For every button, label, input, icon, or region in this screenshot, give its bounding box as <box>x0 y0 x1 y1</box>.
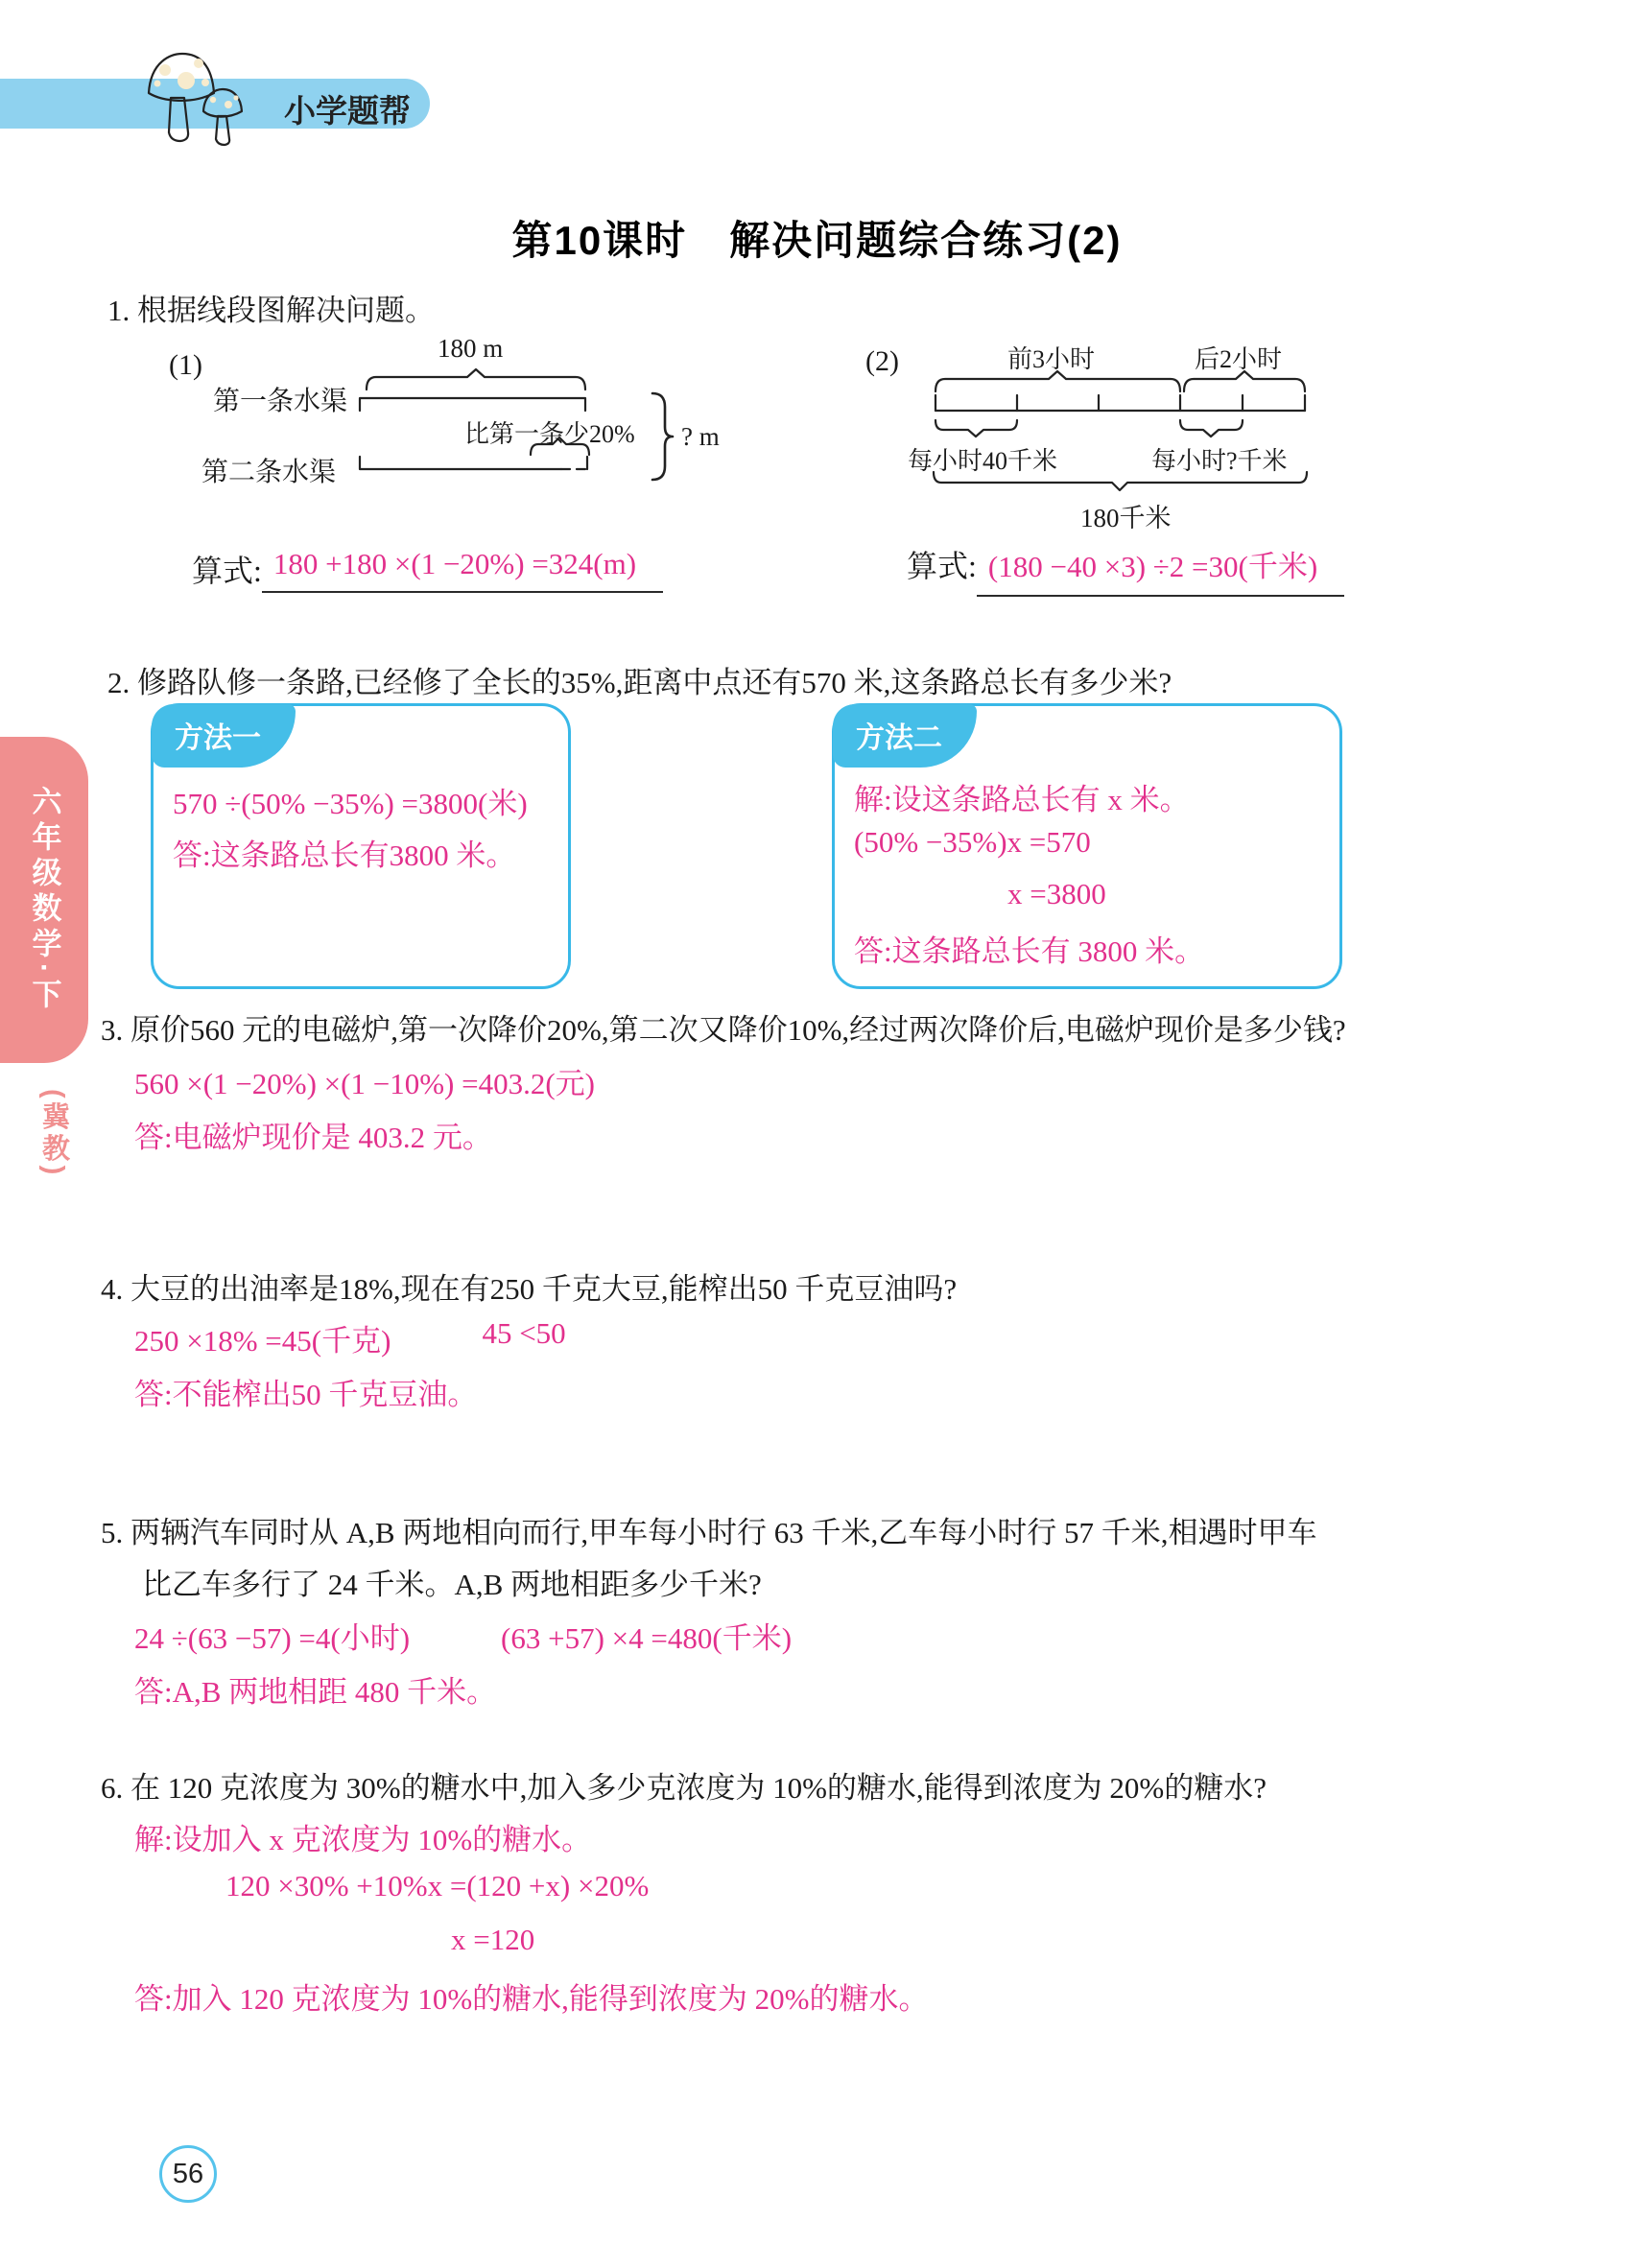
problem-5-answer: 答:A,B 两地相距 480 千米。 <box>134 1675 497 1709</box>
method-2-line-2: (50% −35%)x =570 <box>854 825 1091 859</box>
problem-4-text: 4. 大豆的出油率是18%,现在有250 千克大豆,能榨出50 千克豆油吗? <box>101 1272 958 1306</box>
method-2-line-3: x =3800 <box>1007 877 1106 910</box>
problem-3-answer: 答:电磁炉现价是 403.2 元。 <box>134 1121 492 1154</box>
problem-5-text-line2: 比乙车多行了 24 千米。A,B 两地相距多少千米? <box>142 1568 762 1601</box>
diagram-2-formula-row <box>907 542 1344 597</box>
sidebar-edition-label: (冀教) <box>38 1089 69 1179</box>
sidebar-grade-label: 六年级数学·下 <box>27 785 61 1015</box>
sidebar-grade-tab <box>0 737 88 1063</box>
problem-5-text-line1: 5. 两辆汽车同时从 A,B 两地相向而行,甲车每小时行 63 千米,乙车每小时行 57 千米,相遇时甲车 <box>101 1516 1317 1549</box>
problem-6-text: 6. 在 120 克浓度为 30%的糖水中,加入多少克浓度为 10%的糖水,能得到浓度为 20%的糖水? <box>101 1771 1267 1805</box>
problem-4-answer: 答:不能榨出50 千克豆油。 <box>134 1378 478 1411</box>
method-1-label: 方法一 <box>152 704 296 768</box>
method-1-line-2: 答:这条路总长有3800 米。 <box>173 839 516 872</box>
diagram-1-row2-label: 第二条水渠 <box>201 458 337 487</box>
diagram-2-speed2-label: 每小时?千米 <box>1151 447 1288 475</box>
problem-4-work: 250 ×18% =45(千克) <box>134 1324 391 1358</box>
segment-diagram-1 <box>163 334 796 507</box>
diagram-1-formula-row <box>192 547 663 593</box>
problem-5-work2: (63 +57) ×4 =480(千米) <box>501 1621 793 1655</box>
problem-4-work2: 45 <50 <box>482 1316 566 1350</box>
problem-4-work-row <box>134 1316 566 1359</box>
diagram-2-front-label: 前3小时 <box>1007 345 1096 373</box>
diagram-1-question-label: ? m <box>681 422 720 451</box>
problem-2-text: 2. 修路队修一条路,已经修了全长的35%,距离中点还有570 米,这条路总长有多少米? <box>107 666 1172 699</box>
method-1-box <box>151 703 571 989</box>
diagram-1-less-label: 比第一条少20% <box>464 420 635 448</box>
brand-label: 小学题帮 <box>284 93 411 129</box>
problem-6-equation: 120 ×30% +10%x =(120 +x) ×20% <box>225 1869 650 1902</box>
page-number-badge: 56 <box>159 2145 217 2203</box>
problem-6-answer: 答:加入 120 克浓度为 10%的糖水,能得到浓度为 20%的糖水。 <box>134 1982 929 2016</box>
diagram-2-total-label: 180千米 <box>1080 504 1172 532</box>
diagram-2-speed1-label: 每小时40千米 <box>908 447 1058 475</box>
problem-6-result: x =120 <box>451 1923 535 1956</box>
segment-diagram-2 <box>864 334 1439 535</box>
problem-3-work: 560 ×(1 −20%) ×(1 −10%) =403.2(元) <box>134 1067 596 1100</box>
diagram-2-label: (2) <box>865 345 899 377</box>
problem-5-work: 24 ÷(63 −57) =4(小时) <box>134 1621 411 1655</box>
diagram-1-length-label: 180 m <box>438 334 504 363</box>
lesson-title: 第10课时 解决问题综合练习(2) <box>511 218 1123 263</box>
diagram-1-label: (1) <box>169 349 202 381</box>
diagram-1-formula: 180 +180 ×(1 −20%) =324(m) <box>262 547 663 593</box>
diagram-2-formula: (180 −40 ×3) ÷2 =30(千米) <box>977 542 1344 597</box>
diagram-2-back-label: 后2小时 <box>1195 345 1283 373</box>
method-1-line-1: 570 ÷(50% −35%) =3800(米) <box>173 787 528 820</box>
method-2-line-1: 解:设这条路总长有 x 米。 <box>854 783 1190 816</box>
diagram-1-row1-label: 第一条水渠 <box>213 387 348 416</box>
formula-prefix-2: 算式: <box>907 549 977 583</box>
problem-6-solve: 解:设加入 x 克浓度为 10%的糖水。 <box>134 1823 592 1856</box>
method-2-box <box>832 703 1342 989</box>
problem-3-text: 3. 原价560 元的电磁炉,第一次降价20%,第二次又降价10%,经过两次降价后,电磁炉现价是多少钱? <box>101 1013 1346 1047</box>
formula-prefix-1: 算式: <box>192 554 262 588</box>
method-2-line-4: 答:这条路总长有 3800 米。 <box>854 934 1205 968</box>
method-2-label: 方法二 <box>833 704 977 768</box>
problem-5-work-row <box>134 1614 792 1657</box>
problem-1-heading: 1. 根据线段图解决问题。 <box>107 294 435 327</box>
mushroom-icon <box>144 50 251 154</box>
